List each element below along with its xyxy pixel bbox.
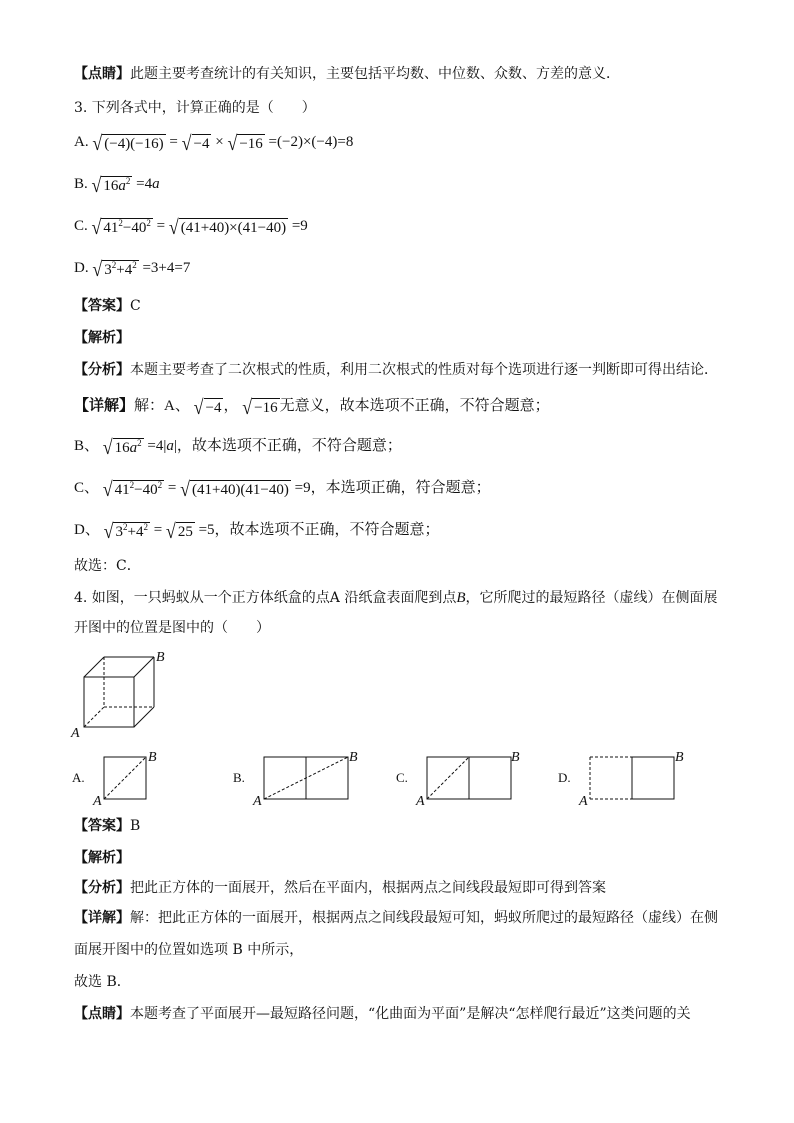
q3-stem: 3. 下列各式中，计算正确的是（ ） <box>74 100 316 116</box>
q4-detail-line1: 【详解】解：把此正方体的一面展开，根据两点之间线段最短可知，蚂蚁所爬过的最短路径（虚线）在侧 <box>74 910 718 926</box>
radical: √ −16 <box>227 131 263 155</box>
q3-option-c: C. √ $41^2-40^2$ = √ (41+40)×(41−40) =9 <box>74 215 308 239</box>
svg-text:B: B <box>511 750 520 765</box>
q3-detail-d: D、 √ $3^2+4^2$ = √ 25 =5，故本选项不正确，不符合题意； <box>74 519 440 543</box>
svg-text:A: A <box>93 794 102 809</box>
svg-text:A: A <box>579 794 588 809</box>
q4-stem-line1: 4. 如图，一只蚂蚁从一个正方体纸盒的点A 沿纸盒表面爬到点B，它所爬过的最短路径（虚线）在侧面展 <box>74 590 718 606</box>
vertex-b-label: B <box>156 650 165 665</box>
radical: √ $41^2-40^2$ <box>91 215 151 239</box>
option-a-label: A. <box>72 770 85 785</box>
radical: √ (41+40)×(41−40) <box>168 215 287 239</box>
svg-text:B: B <box>349 750 358 765</box>
q4-stem-line2: 开图中的位置是图中的（ ） <box>74 620 270 636</box>
q4-fenxi: 【分析】把此正方体的一面展开，然后在平面内，根据两点之间线段最短即可得到答案 <box>74 880 606 896</box>
svg-text:B: B <box>675 750 684 765</box>
q3-option-d: D. √ $3^2+4^2$ =3+4=7 <box>74 257 191 281</box>
svg-text:B: B <box>148 750 157 765</box>
radical: √ $3^2+4^2$ <box>92 257 137 281</box>
cube-figure <box>68 645 178 740</box>
q3-choose: 故选：C． <box>74 558 141 574</box>
svg-text:A: A <box>416 794 425 809</box>
radical: √ (−4)(−16) <box>92 131 164 155</box>
radical: √ −4 <box>181 131 210 155</box>
q3-option-a: A. √ (−4)(−16) = √ −4 × √ −16 =(−2)×(−4)=8 <box>74 131 354 155</box>
note-text: 此题主要考查统计的有关知识，主要包括平均数、中位数、众数、方差的意义． <box>130 66 620 82</box>
q4-detail-line2: 面展开图中的位置如选项 B 中所示， <box>74 942 304 958</box>
option-d-label: D. <box>558 770 571 785</box>
q3-answer: 【答案】C <box>74 298 141 314</box>
svg-text:A: A <box>253 794 262 809</box>
q3-detail-c: C、 √ $41^2-40^2$ = √ (41+40)(41−40) =9，本选项正确，符合题意； <box>74 477 491 501</box>
option-b-label: B. <box>233 770 245 785</box>
option-label: B. <box>74 176 88 192</box>
note-tag: 【点睛】 <box>74 66 130 82</box>
vertex-a-label: A <box>71 726 80 740</box>
q4-choose: 故选 B． <box>74 974 131 990</box>
q4-options-figure <box>68 745 708 810</box>
option-label: D. <box>74 260 89 276</box>
q3-detail-b: B、 √ $16a^2$ =4|a|，故本选项不正确，不符合题意； <box>74 435 402 459</box>
option-label: A. <box>74 134 89 150</box>
q3-detail-a: 【详解】解：A、 √ −4 ， √ −16 无意义，故本选项不正确，不符合题意； <box>74 395 550 419</box>
option-label: C. <box>74 218 88 234</box>
q4-answer: 【答案】B <box>74 818 141 834</box>
radical: √ $16a^2$ <box>91 173 131 197</box>
q3-fenxi: 【分析】本题主要考查了二次根式的性质，利用二次根式的性质对每个选项进行逐一判断即可得出结论． <box>74 362 718 378</box>
option-c-label: C. <box>396 770 408 785</box>
q4-analysis-tag: 【解析】 <box>74 850 130 866</box>
q3-option-b: B. √ $16a^2$ =4a <box>74 173 160 197</box>
q2-note <box>74 64 620 84</box>
q4-note: 【点睛】本题考查了平面展开—最短路径问题，“化曲面为平面”是解决“怎样爬行最近”这类问题的关 <box>74 1006 691 1022</box>
q3-analysis-tag: 【解析】 <box>74 330 130 346</box>
